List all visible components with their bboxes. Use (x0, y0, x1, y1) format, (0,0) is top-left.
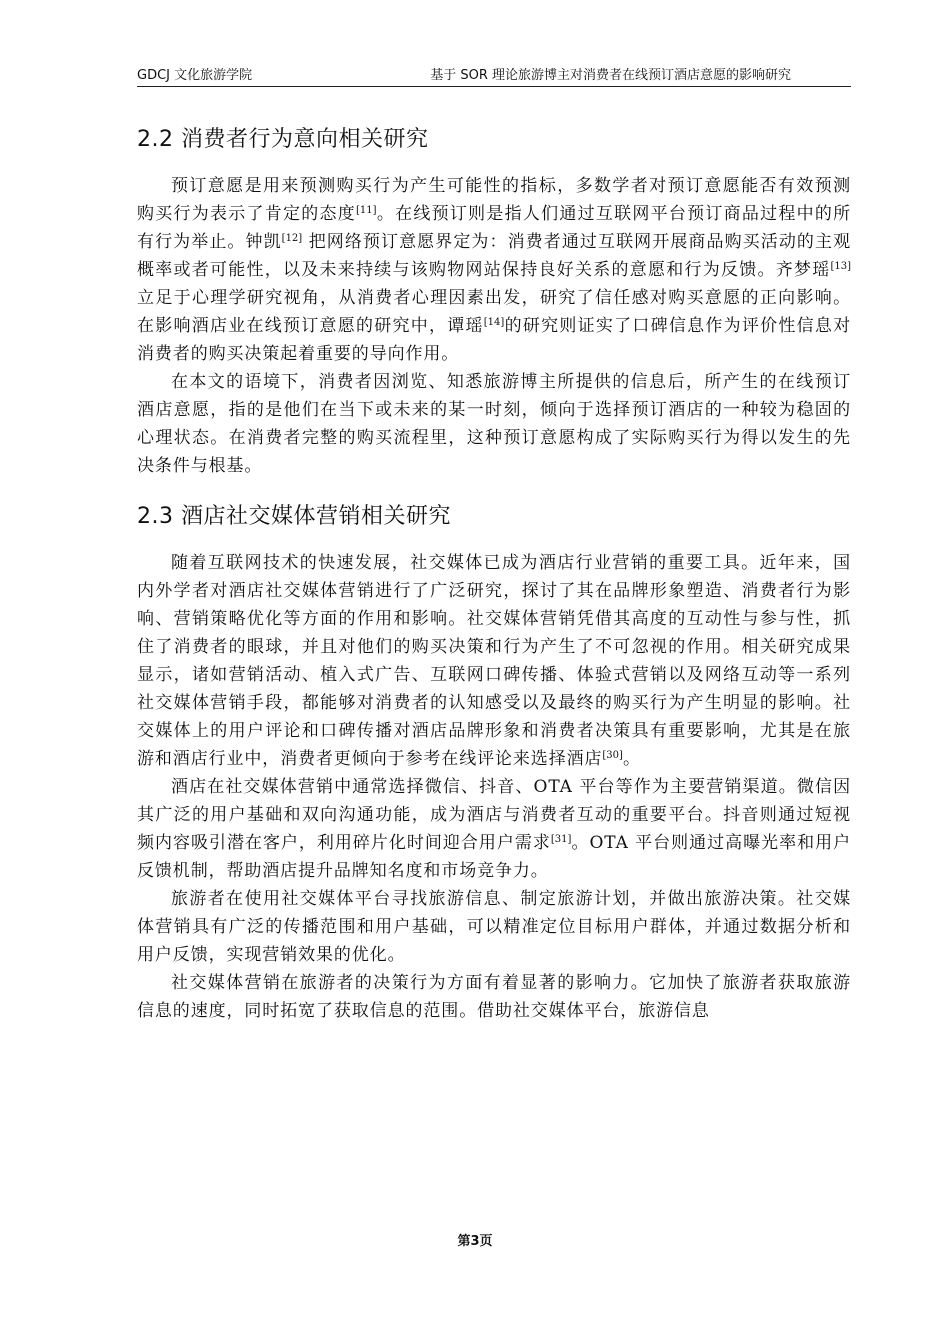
text-run: 。 (622, 749, 641, 769)
main-content (137, 120, 851, 1025)
header-institution: GDCJ 文化旅游学院 (137, 68, 253, 83)
section-heading-2-2: 2.2 消费者行为意向相关研究 (137, 127, 429, 152)
text-run: 随着互联网技术的快速发展，社交媒体已成为酒店行业营销的重要工具。近年来，国内外学者对酒店社交媒体营销进行了广泛研究，探讨了其在品牌形象塑造、消费者行为影响、营销策略优化等方面的作用和影响。社交媒体营销凭借其高度的互动性与参与性，抓住了消费者的眼球，并且对他们的购买决策和行为产生了不可忽视的作用。相关研究成果显示，诸如营销活动、植入式广告、互联网口碑传播、体验式营销以及网络互动等一系列社交媒体营销手段，都能够对消费者的认知感受以及最终的购买行为产生明显的影响。社交媒体上的用户评论和口碑传播对酒店品牌形象和消费者决策具有重要影响，尤其是在旅游和酒店行业中，消费者更倾向于参考在线评论来选择酒店 (137, 553, 851, 769)
text-run: 。OTA 平台则通过高曝光率和用户反馈机制，帮助酒店提升品牌知名度和市场竞争力。 (137, 833, 852, 881)
text-run: 立足于心理学研究视角，从消费者心理因素出发，研究了信任感对购买意愿的正向影响。在影响酒店业在线预订意愿的研究中，谭瑶 (137, 288, 851, 336)
section-heading-2-3: 2.3 酒店社交媒体营销相关研究 (137, 504, 451, 529)
citation-ref: [14] (483, 317, 505, 328)
citation-ref: [11] (355, 205, 377, 216)
text-run: 。在线预订则是指人们通过互联网平台预订商品过程中的所有行为举止。钟凯 (137, 204, 851, 252)
header-thesis-title: 基于 SOR 理论旅游博主对消费者在线预订酒店意愿的影响研究 (430, 68, 791, 83)
text-run: 的研究则证实了口碑信息作为评价性信息对消费者的购买决策起着重要的导向作用。 (137, 316, 851, 364)
citation-ref: [30] (602, 750, 623, 761)
paragraph (137, 172, 851, 368)
paragraph (137, 549, 851, 773)
citation-ref: [12] (281, 233, 303, 244)
text-run: 把网络预订意愿界定为：消费者通过互联网开展商品购买活动的主观概率或者可能性，以及未来持续与该购物网站保持良好关系的意愿和行为反馈。齐梦瑶 (137, 232, 851, 280)
paragraph: 社交媒体营销在旅游者的决策行为方面有着显著的影响力。它加快了旅游者获取旅游信息的速度，同时拓宽了获取信息的范围。借助社交媒体平台，旅游信息 (137, 973, 851, 1021)
paragraph (137, 773, 851, 885)
citation-ref: [13] (830, 261, 851, 272)
paragraph: 旅游者在使用社交媒体平台寻找旅游信息、制定旅游计划，并做出旅游决策。社交媒体营销具有广泛的传播范围和用户基础，可以精准定位目标用户群体，并通过数据分析和用户反馈，实现营销效果的优化。 (137, 889, 851, 965)
citation-ref: [31] (550, 834, 572, 845)
running-header (137, 66, 851, 87)
text-run: 预订意愿是用来预测购买行为产生可能性的指标，多数学者对预订意愿能否有效预测购买行为表示了肯定的态度 (137, 176, 851, 224)
paragraph: 在本文的语境下，消费者因浏览、知悉旅游博主所提供的信息后，所产生的在线预订酒店意愿，指的是他们在当下或未来的某一时刻，倾向于选择预订酒店的一种较为稳固的心理状态。在消费者完整的购买流程里，这种预订意愿构成了实际购买行为得以发生的先决条件与根基。 (137, 372, 851, 476)
page-number: 第3页 (457, 1234, 493, 1249)
text-run: 酒店在社交媒体营销中通常选择微信、抖音、OTA 平台等作为主要营销渠道。微信因其广泛的用户基础和双向沟通功能，成为酒店与消费者互动的重要平台。抖音则通过短视频内容吸引潜在客户，利用碎片化时间迎合用户需求 (137, 777, 851, 853)
